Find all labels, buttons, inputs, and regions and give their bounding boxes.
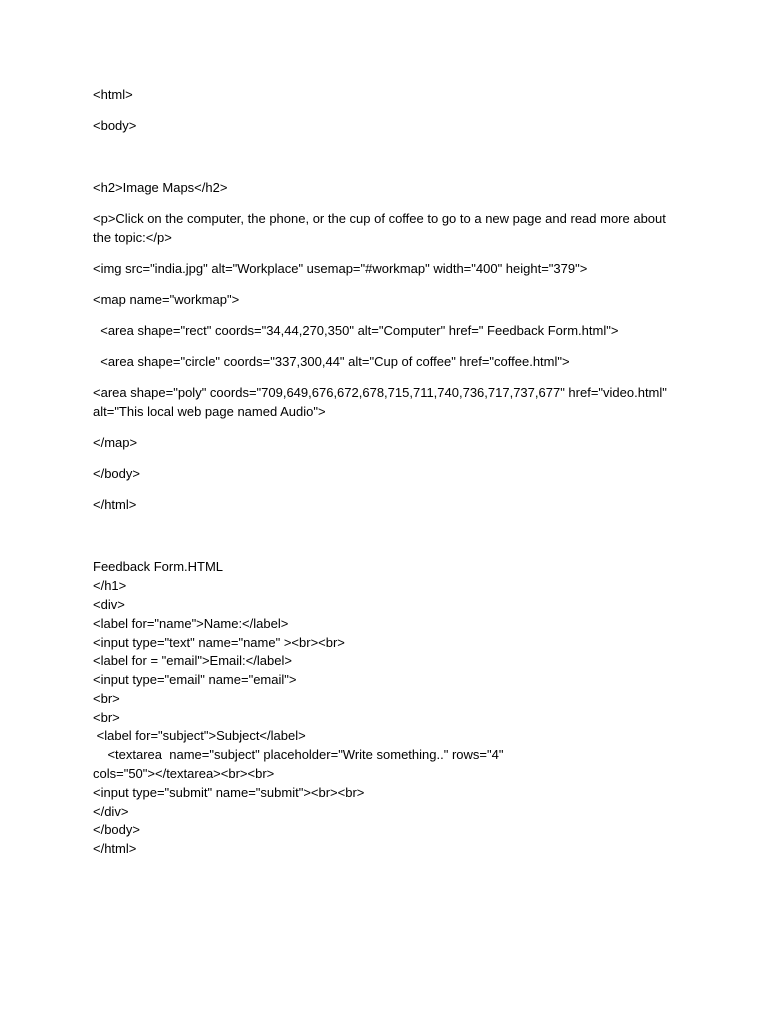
code-line: </body>: [93, 822, 140, 838]
code-line-area-rect: <area shape="rect" coords="34,44,270,350" alt="Computer" href=" Feedback Form.html">: [93, 323, 619, 339]
code-line: <div>: [93, 596, 125, 612]
code-line: </div>: [93, 803, 129, 819]
document-body: [93, 86, 683, 859]
code-line-h2: <h2>Image Maps</h2>: [93, 180, 228, 196]
code-line-map-open: <map name="workmap">: [93, 292, 240, 308]
code-line: <input type="text" name="name" ><br><br>: [93, 634, 345, 650]
code-line-html-close: </html>: [93, 497, 137, 513]
code-line: <br>: [93, 709, 120, 725]
code-line-body-close: </body>: [93, 466, 140, 482]
blank-gap: [93, 148, 683, 179]
code-line-area-poly: <area shape="poly" coords="709,649,676,672,678,715,711,740,736,717,737,677" href="video.html" alt="This local web page named Audio">: [93, 385, 671, 419]
code-line: <input type="submit" name="submit"><br><br>: [93, 784, 365, 800]
code-line: Feedback Form.HTML: [93, 559, 224, 575]
code-line: <label for="subject">Subject</label>: [93, 728, 306, 744]
code-line: <label for = "email">Email:</label>: [93, 653, 292, 669]
code-line: <label for="name">Name:</label>: [93, 615, 289, 631]
code-line: <textarea name="subject" placeholder="Write something.." rows="4": [93, 747, 504, 763]
feedback-form-code-block: [93, 558, 683, 859]
code-line: </html>: [93, 841, 137, 857]
code-line: <input type="email" name="email">: [93, 672, 297, 688]
blank-gap: [93, 527, 683, 558]
code-line-map-close: </map>: [93, 435, 138, 451]
code-line: cols="50"></textarea><br><br>: [93, 766, 275, 782]
code-line-html-open: <html>: [93, 87, 133, 102]
code-line-paragraph: <p>Click on the computer, the phone, or the cup of coffee to go to a new page and read more about the topic:</p>: [93, 211, 670, 245]
code-line: <br>: [93, 690, 120, 706]
code-line: </h1>: [93, 578, 127, 594]
code-line-area-circle: <area shape="circle" coords="337,300,44" alt="Cup of coffee" href="coffee.html">: [93, 354, 570, 370]
code-line-img: <img src="india.jpg" alt="Workplace" usemap="#workmap" width="400" height="379">: [93, 260, 588, 276]
code-line-body-open: <body>: [93, 118, 137, 134]
